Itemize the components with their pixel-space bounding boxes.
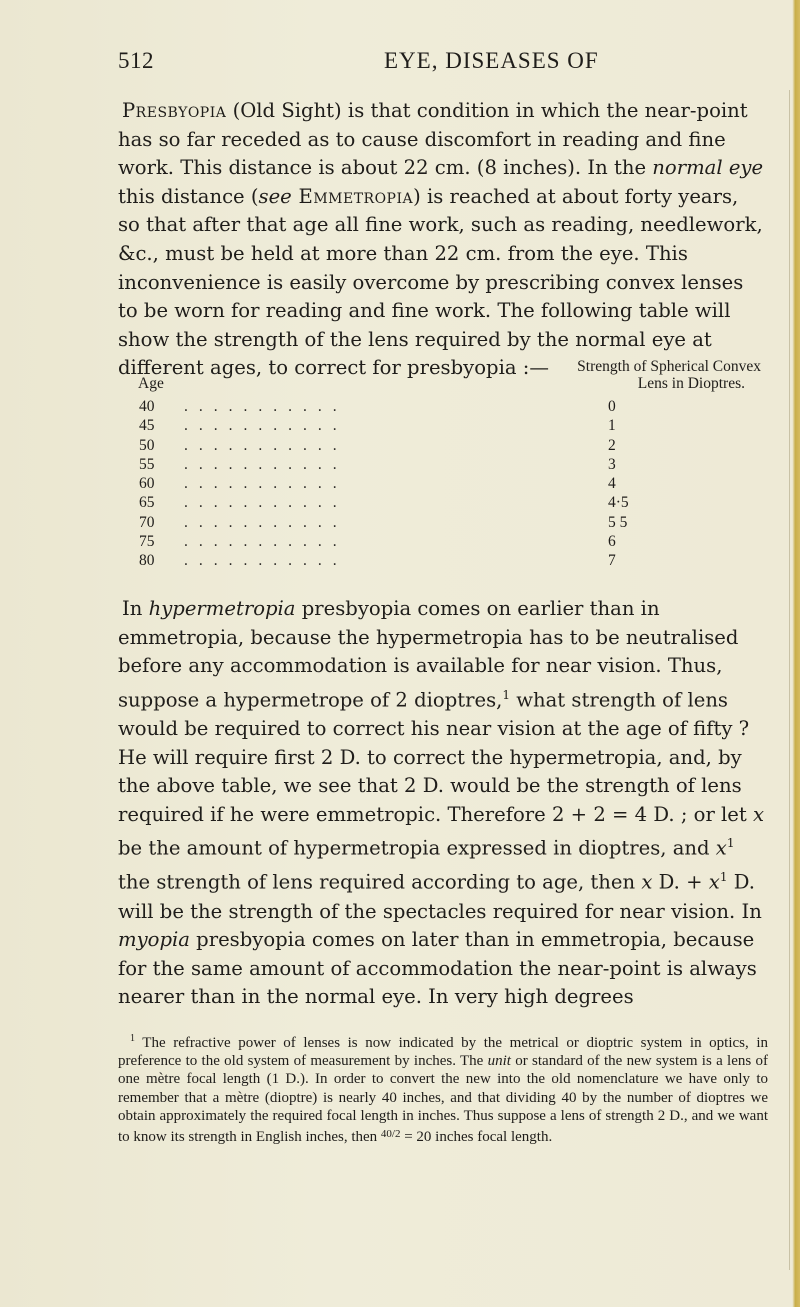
dot-leader: ........... xyxy=(184,533,348,551)
table-row xyxy=(138,417,632,436)
page-number: 512 xyxy=(118,48,154,73)
paragraph-hypermetropia xyxy=(118,595,766,1012)
paragraph-text: In xyxy=(122,597,149,620)
column-header-age: Age xyxy=(138,375,164,392)
age-cell: 75 xyxy=(139,533,155,551)
table-row xyxy=(138,552,632,571)
paragraph-presbyopia xyxy=(118,97,766,383)
paragraph-text: ) is reached at about forty years, so that after that age all fine work, such as reading, needlework, &c., must be held at more than 22 cm. from the eye. This inconvenience is easily overcome by prescribing convex lenses to be worn for reading and fine work. The following table will show the strength of the lens required by the normal eye at different ages, to correct for presbyopia :— xyxy=(118,184,763,380)
paragraph-text: the strength of lens required according to age, then xyxy=(118,870,642,894)
italic-term: normal eye xyxy=(652,156,764,180)
dot-leader: ........... xyxy=(184,513,348,531)
dot-leader: ........... xyxy=(184,552,348,570)
table-row xyxy=(138,456,632,475)
paragraph-text: what strength of lens would be required to correct his near vision at the age of fifty ? He will require first 2 D. to correct the hypermetropia, and, by the above table, we see that 2 D. would be the strength of lens required if he were emmetropic. Therefore 2 + 2 = 4 D. ; or let xyxy=(118,688,754,826)
dioptre-cell: 3 xyxy=(608,455,616,473)
footnote-mark: 1 xyxy=(130,1033,135,1044)
age-cell: 50 xyxy=(139,436,155,454)
dioptre-cell: 2 xyxy=(608,436,616,454)
italic-term: unit xyxy=(487,1053,511,1070)
dot-leader: ........... xyxy=(184,417,348,435)
age-cell: 80 xyxy=(139,552,155,570)
paragraph-text: presbyopia comes on later than in emmetropia, because for the same amount of accommodation the near-point is always nearer than in the normal eye. In very high degrees xyxy=(118,928,757,1009)
footnote xyxy=(118,1030,768,1146)
dioptre-cell: 5 5 xyxy=(608,513,628,531)
paragraph-text: D. will be the strength of the spectacles required for near vision. In xyxy=(118,870,762,923)
column-header-line: Lens in Dioptres. xyxy=(637,375,745,392)
paragraph-text: D. + xyxy=(652,870,709,894)
dot-leader: ........... xyxy=(184,475,348,493)
column-header-strength xyxy=(577,358,761,392)
footnote-text-part: or standard of the new system is a lens of one mètre focal length (1 D.). In order to convert the new into the old nomenclature we have only to remember that a mètre (dioptre) is nearly 40 inches, and that dividing 40 by the number of dioptres we obtain approximately the required focal length in inches. Thus suppose a lens of strength 2 D., and we want to know its strength in English inches, then xyxy=(118,1053,769,1146)
math-variable: x xyxy=(753,802,765,826)
cross-reference-emmetropia: Emmetropia xyxy=(291,184,414,208)
term-presbyopia: Presbyopia xyxy=(122,99,227,122)
italic-term: myopia xyxy=(118,928,190,952)
math-variable: x xyxy=(641,870,653,894)
paragraph-text: this distance ( xyxy=(118,184,259,208)
running-title: EYE, DISEASES OF xyxy=(384,48,599,73)
table-row xyxy=(138,475,632,494)
superscript: 1 xyxy=(719,870,728,885)
dioptre-cell: 0 xyxy=(608,398,616,415)
dioptre-cell: 4·5 xyxy=(608,494,629,512)
running-header xyxy=(118,48,762,78)
table-row xyxy=(138,533,632,552)
paragraph-text: (Old Sight) is that condition in which the near-point has so far receded as to cause discomfort in reading and fine work. This distance is about 22 cm. (8 inches). In the xyxy=(118,99,748,180)
math-variable: x xyxy=(708,870,720,894)
footnote-text xyxy=(118,1030,768,1146)
dot-leader: ........... xyxy=(184,494,348,512)
paragraph-text: presbyopia comes on earlier than in emmetropia, because the hypermetropia has to be neutralised before any accommodation is available for near vision. Thus, suppose a hypermetrope of 2 dioptres, xyxy=(118,597,739,712)
footnote-reference: 1 xyxy=(502,687,510,702)
dioptre-cell: 1 xyxy=(608,417,616,435)
age-cell: 70 xyxy=(139,513,155,531)
age-cell: 40 xyxy=(139,398,155,415)
dioptre-cell: 4 xyxy=(608,475,616,493)
dioptre-cell: 7 xyxy=(608,552,616,570)
italic-see: see xyxy=(258,184,292,208)
dot-leader: ........... xyxy=(184,398,348,415)
paragraph-text: be the amount of hypermetropia expressed in dioptres, and xyxy=(118,836,716,860)
italic-term: hypermetropia xyxy=(148,597,296,620)
age-cell: 45 xyxy=(139,417,155,435)
table-row xyxy=(138,398,632,417)
dioptre-cell: 6 xyxy=(608,533,616,551)
footnote-text-part: = 20 inches focal length. xyxy=(400,1129,553,1146)
dot-leader: ........... xyxy=(184,455,348,473)
dot-leader: ........... xyxy=(184,436,348,454)
column-header-line: Strength of Spherical Convex xyxy=(577,358,761,375)
page-fold-line xyxy=(789,90,790,1270)
presbyopia-table xyxy=(138,398,632,572)
age-cell: 65 xyxy=(139,494,155,512)
table-row xyxy=(138,437,632,456)
page-edge xyxy=(792,0,800,1307)
superscript: 1 xyxy=(726,836,735,851)
table-row xyxy=(138,514,632,533)
table-header xyxy=(118,358,766,400)
age-cell: 55 xyxy=(139,455,155,473)
fraction: 40/2 xyxy=(380,1128,401,1141)
footnote-text-part: The refractive power of lenses is now indicated by the metrical or dioptric system in optics, in preference to the old system of measurement by inches. The xyxy=(118,1035,768,1070)
age-cell: 60 xyxy=(139,475,155,493)
math-variable: x xyxy=(715,836,727,860)
table-row xyxy=(138,494,632,513)
